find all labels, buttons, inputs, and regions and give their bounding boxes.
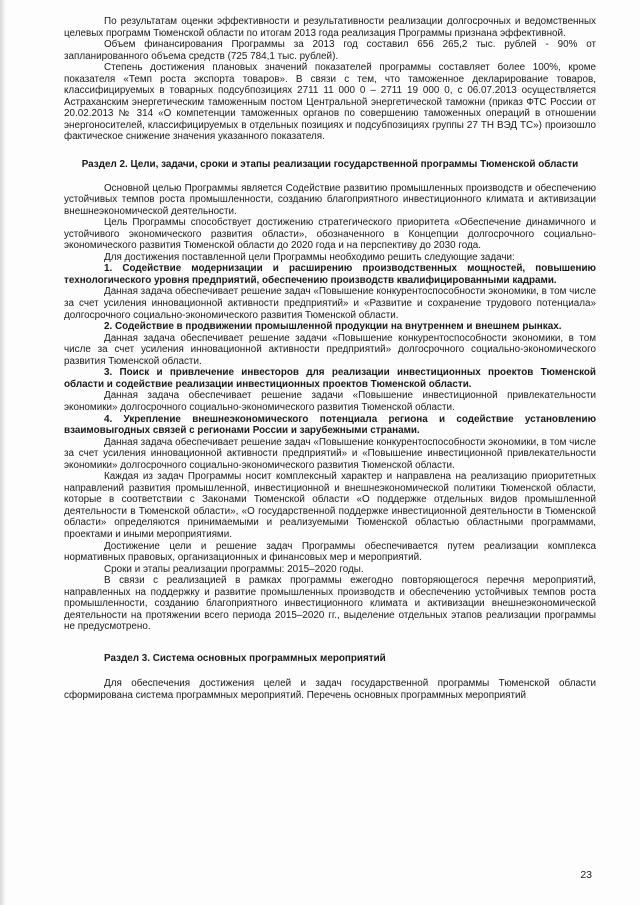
paragraph-evaluation: По результатам оценки эффективности и результативности реализации долгосрочных и ведомственных целевых программ Тюменской области по итогам 2013 года реализация Программы признана эффективной.: [64, 16, 596, 39]
task-2-title: 2. Содействие в продвижении промышленной продукции на внутреннем и внешнем рынках.: [104, 321, 562, 333]
section-3-heading: Раздел 3. Система основных программных мероприятий: [104, 652, 386, 664]
paragraph-complex-character: Каждая из задач Программы носит комплексный характер и направлена на реализацию приоритетных направлений развития промышленной, инвестиционной и внешнеэкономической политики Тюменской области, которые в соответствии с Законами Тюменской области «О поддержке отдельных видов промышленной деятельности в Тюменской области», «О государственной поддержке инвестиционной деятельности в Тюменской области» определяются принимаемыми и реализуемыми Тюменской областью областными программами, проектами и иными мероприятиями.: [64, 471, 596, 540]
paragraph-no-stages: В связи с реализацией в рамках программы ежегодно повторяющегося перечня мероприятий, направленных на поддержку и развитие промышленных производств и обеспечению устойчивых темпов роста промышленности, созданию благоприятного инвестиционного климата и активизации внешнеэкономической деятельности на протяжении всего периода 2015–2020 гг., выделение отдельных этапов реализации программы не предусмотрено.: [64, 575, 596, 633]
paragraph-goal-strategy: Цель Программы способствует достижению стратегического приоритета «Обеспечение динамичного и устойчивого экономического развития области», обозначенного в Концепции долгосрочного социально-экономического развития Тюменской области до 2020 года и на перспективу до 2030 года.: [64, 217, 596, 252]
page-content: [64, 16, 596, 702]
scan-edge-shadow: [0, 0, 6, 905]
paragraph-financing: Объем финансирования Программы за 2013 год составил 656 265,2 тыс. рублей - 90% от запланированного объема средств (725 784,1 тыс. рублей).: [64, 39, 596, 62]
paragraph-measures: Достижение цели и решение задач Программы обеспечивается путем реализации комплекса нормативных правовых, организационных и финансовых мер и мероприятий.: [64, 540, 596, 564]
paragraph-main-goal: Основной целью Программы является Содействие развитию промышленных производств и обеспечению устойчивых темпов роста промышленности, созданию благоприятного инвестиционного климата и активизации внешнеэкономической деятельности.: [64, 182, 596, 217]
paragraph-indicators: Степень достижения плановых значений показателей программы составляет более 100%, кроме показателя «Темп роста экспорта товаров». В связи с тем, что таможенное декларирование товаров, классифицируемых в товарных подсубпозициях 2711 11 000 0 – 2711 19 000 0, с 06.07.2013 осуществляется Астраханским энергетическим таможенным постом Центральной энергетической таможни (приказ ФТС России от 20.02.2013 № 314 «О компетенции таможенных органов по совершению таможенных операций в отношении энергоносителей, классифицируемых в отдельных позициях и подсубпозициях группы 27 ТН ВЭД ТС») произошло фактическое снижение значения указанного показателя.: [64, 62, 596, 143]
paragraph-tasks-intro: Для достижения поставленной цели Программы необходимо решить следующие задачи:: [104, 251, 515, 263]
paragraph-section-3: Для обеспечения достижения целей и задач государственной программы Тюменской области сформирована система программных мероприятий. Перечень основных программных мероприятий: [64, 678, 596, 701]
paragraph-timeline: Сроки и этапы реализации программы: 2015–2020 годы.: [104, 563, 364, 575]
section-2-heading: Раздел 2. Цели, задачи, сроки и этапы реализации государственной программы Тюменской области: [81, 159, 579, 171]
task-3-title: 3. Поиск и привлечение инвесторов для реализации инвестиционных проектов Тюменской области и содействие реализации инвестиционных проектов Тюменской области.: [64, 367, 596, 390]
page-number: 23: [580, 869, 592, 881]
task-1-text: Данная задача обеспечивает решение задач «Повышение конкурентоспособности экономики, в том числе за счет усиления инновационной активности предприятий» и «Развитие и сохранение трудового потенциала» долгосрочного социально-экономического развития Тюменской области.: [64, 286, 596, 321]
task-4-title: 4. Укрепление внешнеэкономического потенциала региона и содействие установлению взаимовыгодных связей с регионами России и зарубежными странами.: [64, 413, 596, 437]
task-4-text: Данная задача обеспечивает решение задач «Повышение конкурентоспособности экономики, в том числе за счет усиления инновационной активности предприятий» и «Повышение инвестиционной привлекательности экономики» долгосрочного социально-экономического развития Тюменской области.: [64, 436, 596, 471]
task-3-text: Данная задача обеспечивает решение задачи «Повышение инвестиционной привлекательности экономики» долгосрочного социально-экономического развития Тюменской области.: [64, 390, 596, 413]
task-2-text: Данная задача обеспечивает решение задачи «Повышение конкурентоспособности экономики, в том числе за счет усиления инновационной активности предприятий» долгосрочного социально-экономического развития Тюменской области.: [64, 332, 596, 367]
task-1-title: 1. Содействие модернизации и расширению производственных мощностей, повышению технологического уровня предприятий, обеспечению производств квалифицированными кадрами.: [64, 263, 596, 286]
